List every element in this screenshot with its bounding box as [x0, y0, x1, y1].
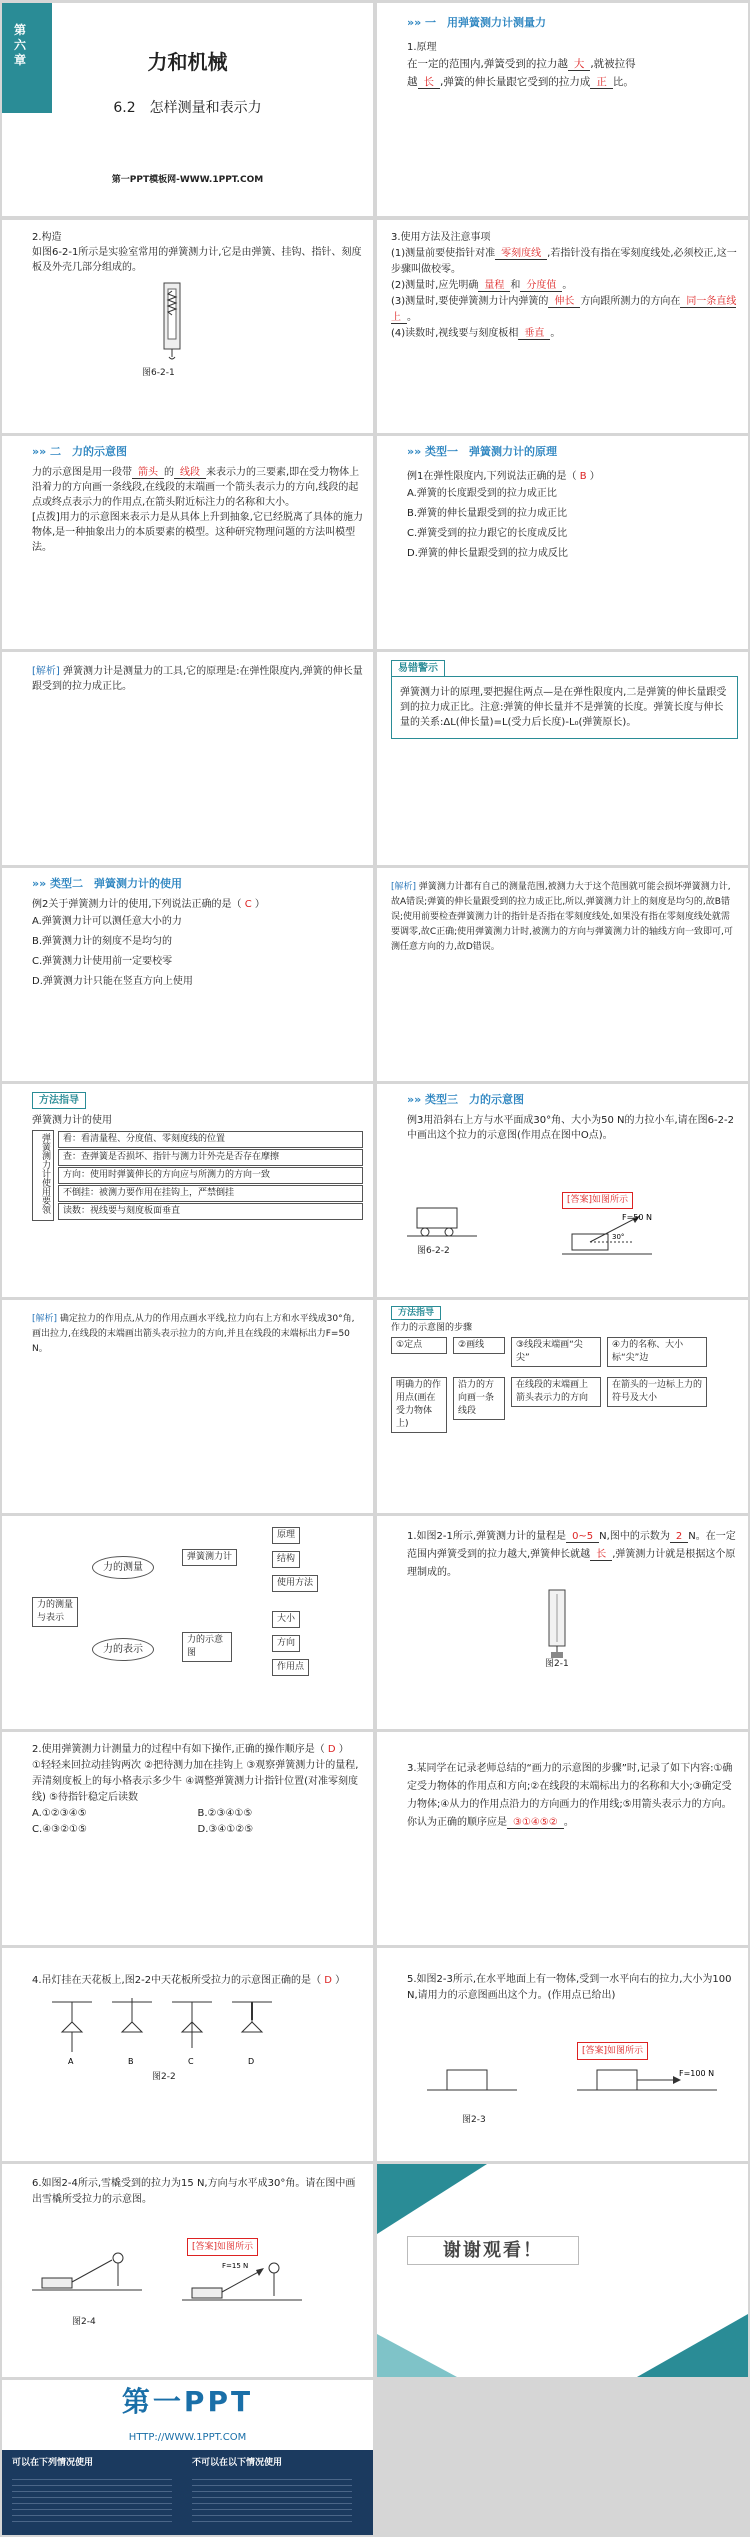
t2: ,就被拉得 — [590, 58, 636, 70]
t3: 越 — [407, 76, 418, 88]
warning-box — [391, 676, 738, 739]
question: 例1在弹性限度内,下列说法正确的是（ B ） — [407, 471, 600, 482]
u2b: 和 — [510, 280, 521, 291]
slide-usage — [377, 220, 748, 433]
u1b: ,若指针没有指在零刻度线处,必须校正,这一步骤叫做校零。 — [391, 248, 737, 275]
q-answer: C — [244, 899, 252, 910]
t5: 比。 — [612, 76, 634, 88]
link-list-1 — [12, 2474, 172, 2524]
subtitle-num: 6.2 — [113, 100, 136, 116]
cover-brand: 第一PPT模板网-WWW.1PPT.COM — [111, 175, 264, 185]
lamp-options-figure — [42, 1998, 282, 2068]
figure-caption: 图6-2-2 — [417, 1246, 450, 1256]
slide-analysis-1 — [2, 652, 373, 865]
slide-thanks — [377, 2164, 748, 2377]
row-look: 看：看清量程、分度值、零刻度线的位置 — [58, 1131, 363, 1148]
analysis-tag: [解析] — [391, 882, 417, 892]
answer-figure — [577, 2062, 727, 2102]
slide-exercise-4: 4.吊灯挂在天花板上,图2-2中天花板所受拉力的示意图正确的是（ D ） A B C D 图2-2 — [2, 1948, 373, 2161]
mm-mid-1: 弹簧测力计 — [182, 1549, 237, 1566]
answer-1: 大 — [568, 58, 591, 71]
answer-3: 正 — [590, 76, 613, 89]
slide-example-2 — [2, 868, 373, 1081]
sled-figure — [32, 2246, 142, 2306]
slide-method-2 — [377, 1300, 748, 1513]
opt-c: C.④③②①⑤ — [32, 1824, 87, 1835]
sub-heading: 3.使用方法及注意事项 — [391, 232, 491, 243]
row-direction: 方向：使用时弹簧伸长的方向应与所测力的方向一致 — [58, 1167, 363, 1184]
slide-exercise-6 — [2, 2164, 373, 2377]
opts-row-2 — [32, 1822, 363, 1838]
ans-u5: 同一条直线上 — [391, 296, 737, 323]
lamp-c — [172, 2002, 212, 2066]
opt-b: B.②③④①⑤ — [197, 1808, 253, 1819]
q-text: 例1在弹性限度内,下列说法正确的是 — [407, 471, 567, 482]
question: 例2关于弹簧测力计的使用,下列说法正确的是（ C ） — [32, 899, 265, 910]
type-heading: »» 类型三 力的示意图 — [407, 1093, 525, 1106]
step-2: ②画线 — [453, 1337, 505, 1354]
analysis-tag: [解析] — [32, 666, 60, 677]
slide-force-diagram — [2, 436, 373, 649]
q1b: N,图中的示数为 — [599, 1531, 670, 1542]
para-1 — [32, 465, 363, 510]
method-table — [32, 1130, 363, 1221]
item-1: ①轻轻来回拉动挂钩两次 — [32, 1760, 141, 1771]
ans-u6: 垂直 — [518, 328, 550, 340]
method-title: 作力的示意图的步骤 — [391, 1323, 473, 1333]
q-answer: B — [579, 471, 587, 482]
subtitle-text: 怎样测量和表示力 — [149, 100, 262, 116]
angle-label: 30° — [612, 1233, 625, 1241]
slide-analysis-2 — [377, 868, 748, 1081]
svg-text:D: D — [248, 2057, 255, 2066]
heading-text: 一 用弹簧测力计测量力 — [425, 16, 547, 29]
q-answer: ③①④⑤② — [507, 1817, 564, 1829]
u3c: 。 — [407, 312, 417, 323]
cover-title: 力和机械 — [147, 50, 228, 74]
type-heading: »» 类型一 弹簧测力计的原理 — [407, 445, 558, 458]
force-label: F=15 N — [222, 2262, 249, 2270]
t4: ,弹簧的伸长量跟它受到的拉力成 — [440, 76, 591, 88]
figure-caption: 图2-4 — [72, 2317, 96, 2327]
ans-segment: 线段 — [174, 467, 206, 479]
use-col-1: 可以在下列情况使用 — [12, 2458, 94, 2468]
mm-leaf-1: 原理 — [272, 1527, 300, 1544]
opt-a: A.①②③④⑤ — [32, 1808, 87, 1819]
analysis-body: 确定拉力的作用点,从力的作用点画水平线,拉力向右上方和水平线成30°角,画出拉力,在线段的末端画出箭头表示拉力的方向,并且在线段的末端标出力F=50 N。 — [32, 1314, 355, 1354]
opt-b: B.弹簧测力计的刻度不是均匀的 — [32, 936, 173, 947]
row-read: 读数：视线要与刻度板面垂直 — [58, 1203, 363, 1220]
mm-branch-1: 力的测量 — [92, 1556, 154, 1579]
u4a: (4)读数时,视线要与刻度板相 — [391, 328, 519, 339]
item-2: ②把待测力加在挂钩上 — [144, 1760, 244, 1771]
section-heading: »» 一 用弹簧测力计测量力 — [407, 16, 547, 29]
ans-u4: 伸长 — [548, 296, 580, 308]
u3a: (3)测量时,要使弹簧测力计内弹簧的 — [391, 296, 549, 307]
opt-b: B.弹簧的伸长量跟受到的拉力成正比 — [407, 508, 568, 519]
mm-leaf-3: 使用方法 — [272, 1575, 318, 1592]
q-text: 4.吊灯挂在天花板上,图2-2中天花板所受拉力的示意图正确的是 — [32, 1975, 312, 1986]
u2a: (2)测量时,应先明确 — [391, 280, 479, 291]
usage-2 — [391, 278, 738, 294]
svg-text:B: B — [128, 2057, 134, 2066]
t1: 在一定的范围内,弹簧受到的拉力越 — [407, 58, 568, 70]
figure-caption: 图2-2 — [152, 2072, 176, 2082]
mm-branch-2: 力的表示 — [92, 1638, 154, 1661]
spring-scale-figure — [537, 1588, 577, 1658]
opt-c: C.弹簧测力计使用前一定要校零 — [32, 956, 173, 967]
p1b: 的 — [164, 467, 174, 478]
svg-text:C: C — [188, 2057, 194, 2066]
opt-a: A.弹簧测力计可以测任意大小的力 — [32, 916, 182, 927]
answer-box: [答案]如图所示 — [577, 2042, 648, 2060]
sub-heading: 1.原理 — [407, 42, 437, 53]
step-3: ③线段末端画“尖尖” — [511, 1337, 601, 1367]
note-4: 在箭头的一边标上力的符号及大小 — [607, 1377, 707, 1407]
section-heading: »» 二 力的示意图 — [32, 445, 128, 458]
u3b: 方向跟所测力的方向在 — [580, 296, 681, 307]
slide-mindmap — [2, 1516, 373, 1729]
opt-d: D.弹簧测力计只能在竖直方向上使用 — [32, 976, 193, 987]
ans-u1: 零刻度线 — [495, 248, 547, 260]
cover-subtitle — [2, 101, 373, 116]
principle-text — [407, 55, 738, 91]
opt-d: D.③④①②⑤ — [197, 1824, 254, 1835]
row-check: 查：查弹簧是否损坏、指针与测力计外壳是否存在摩擦 — [58, 1149, 363, 1166]
lamp-d — [232, 2002, 272, 2066]
items — [32, 1758, 363, 1806]
item-5: ⑤待指针稳定后读数 — [49, 1792, 139, 1803]
row-no-invert: 不倒挂：被测力要作用在挂钩上，严禁倒挂 — [58, 1185, 363, 1202]
slide-exercise-2 — [2, 1732, 373, 1945]
slide-example-3 — [377, 1084, 748, 1297]
ans-u3: 分度值 — [520, 280, 562, 292]
mm-leaf-5: 方向 — [272, 1635, 300, 1652]
mm-mid-2: 力的示意图 — [182, 1632, 232, 1662]
slide-warning — [377, 652, 748, 865]
p1c: 来表示力的三要素,即在受力物体上沿着力的方向画一条线段,在线段的末端画一个箭头表示力的方向,线段的起点或终点表示力的作用点,在箭头附近标注力的名称和大小。 — [32, 467, 360, 508]
u2c: 。 — [562, 280, 573, 291]
warning-tag — [391, 660, 445, 676]
slide-structure — [2, 220, 373, 433]
thanks-decoration — [377, 2164, 748, 2377]
lamp-a — [52, 2002, 92, 2066]
steps-row — [391, 1336, 738, 1368]
sub-heading: 2.构造 — [32, 232, 62, 243]
q-text: 2.使用弹簧测力计测量力的过程中有如下操作,正确的操作顺序是 — [32, 1744, 315, 1755]
ans-arrow: 箭头 — [132, 467, 164, 479]
svg-text:A: A — [68, 2057, 74, 2066]
figure-caption: 图2-3 — [462, 2115, 486, 2125]
answer-2: 长 — [418, 76, 441, 89]
heading-text: 类型三 力的示意图 — [425, 1093, 525, 1106]
structure-text: 如图6-2-1所示是实验室常用的弹簧测力计,它是由弹簧、挂钩、指针、刻度板及外壳几部分组成的。 — [32, 247, 362, 273]
mm-leaf-2: 结构 — [272, 1551, 300, 1568]
slide-exercise-5 — [377, 1948, 748, 2161]
usage-4 — [391, 326, 738, 342]
mm-leaf-4: 大小 — [272, 1611, 300, 1628]
q1c: N。在一定范围内弹簧受到的拉力越大,弹簧伸长就越 — [407, 1531, 736, 1560]
answer-figure — [182, 2256, 302, 2316]
opt-a: A.弹簧的长度跟受到的拉力成正比 — [407, 488, 557, 499]
method-side: 弹簧测力计使用要领 — [32, 1130, 54, 1221]
ans-u2: 量程 — [478, 280, 510, 292]
item-3: ③观察弹簧测力计的量程,弄清刻度板上的每小格表示多少牛 — [32, 1760, 359, 1787]
force-label: F=100 N — [679, 2069, 715, 2078]
warning-heading: 易错警示 — [398, 663, 438, 674]
p1a: 力的示意图是用一段带 — [32, 467, 132, 478]
chapter-badge: 第六章 — [14, 23, 27, 67]
slide-cover — [2, 3, 373, 216]
slide-principle — [377, 3, 748, 216]
slide-exercise-1 — [377, 1516, 748, 1729]
u1a: (1)测量前要使指针对准 — [391, 248, 496, 259]
slide-example-1 — [377, 436, 748, 649]
heading-text: 二 力的示意图 — [50, 445, 128, 458]
note-2: 沿力的方向画一条线段 — [453, 1377, 505, 1420]
lamp-b — [112, 1998, 152, 2066]
u4b: 。 — [550, 328, 561, 339]
ans-range: 0~5 — [566, 1531, 599, 1543]
answer-figure — [562, 1210, 662, 1260]
warning-text: 弹簧测力计的原理,要把握住两点—是在弹性限度内,二是弹簧的伸长量跟受到的拉力成正比。注意:弹簧的伸长量并不是弹簧的长度。弹簧长度与伸长量的关系:ΔL(伸长量)=L(受力后长度)-L₀(弹簧原长)。 — [400, 687, 727, 728]
heading-text: 类型二 弹簧测力计的使用 — [50, 877, 183, 890]
brand-logo: 第一PPT — [121, 2385, 254, 2418]
step-4: ④力的名称、大小标“尖”边 — [607, 1337, 707, 1367]
question: 2.使用弹簧测力计测量力的过程中有如下操作,正确的操作顺序是（ D ） — [32, 1744, 349, 1755]
opts-row-1 — [32, 1806, 363, 1822]
para-2: [点拨]用力的示意图来表示力是从具体上升到抽象,它已经脱离了具体的施力物体,是一种抽象出力的本质要素的模型。这种研究物理问题的方法叫模型法。 — [32, 512, 363, 553]
q-text: 3.某同学在记录老师总结的“画力的示意图的步骤”时,记录了如下内容:①确定受力物体的作用点和方向;②在线段的末端标出力的名称和大小;③确定受力物体;④从力的作用点沿力的方向画力的作用线;⑤用箭头表示力的方向。你认为正确的顺序应是 — [407, 1763, 733, 1828]
analysis-body: 弹簧测力计是测量力的工具,它的原理是:在弹性限度内,弹簧的伸长量跟受到的拉力成正比。 — [32, 666, 363, 692]
type-heading: »» 类型二 弹簧测力计的使用 — [32, 877, 183, 890]
brand-url: HTTP://WWW.1PPT.COM — [128, 2432, 247, 2443]
opt-d: D.弹簧的伸长量跟受到的拉力成反比 — [407, 548, 568, 559]
analysis-text — [32, 664, 363, 694]
answer-box: [答案]如图所示 — [562, 1192, 633, 1209]
q-text: 5.如图2-3所示,在水平地面上有一物体,受到一水平向右的拉力,大小为100 N,请用力的示意图画出这个力。(作用点已给出) — [407, 1974, 732, 2001]
question: 例3用沿斜右上方与水平面成30°角、大小为50 N的力拉小车,请在图6-2-2中画出这个拉力的示意图(作用点在图中O点)。 — [407, 1115, 734, 1141]
use-col-2: 不可以在以下情况使用 — [192, 2458, 283, 2468]
note-1: 明确力的作用点(画在受力物体上) — [391, 1377, 447, 1433]
q-answer: D — [324, 1975, 332, 1986]
thanks-text: 谢谢观看！ — [407, 2236, 579, 2265]
figure-caption: 图2-1 — [545, 1659, 569, 1669]
analysis-body: 弹簧测力计都有自己的测量范围,被测力大于这个范围就可能会损坏弹簧测力计,故A错误;弹簧的伸长量跟受到的拉力成正比,所以,弹簧测力计上的刻度是均匀的,故B错误;使用前要检查弹簧测力计的指针是否指在零刻度线处,如果没有指在零刻度线处就需要调零,故C正确;使用弹簧测力计时,被测力的方向与弹簧测力计的轴线方向一致即可,可测任意方向的力,故D错误。 — [391, 882, 733, 952]
usage-1 — [391, 246, 738, 278]
analysis-tag: [解析] — [32, 1314, 58, 1324]
slide-brand — [2, 2380, 373, 2535]
usage-3 — [391, 294, 738, 326]
q-text: 例2关于弹簧测力计的使用,下列说法正确的是 — [32, 899, 232, 910]
block-figure — [427, 2062, 517, 2102]
figure-caption: 图6-2-1 — [142, 368, 175, 378]
ans-reading: 2 — [670, 1531, 688, 1543]
slide-method-1 — [2, 1084, 373, 1297]
method-tag: 方法指导 — [391, 1306, 441, 1320]
note-3: 在线段的末端画上箭头表示力的方向 — [511, 1377, 601, 1407]
answer-box: [答案]如图所示 — [187, 2238, 258, 2256]
notes-row — [391, 1376, 738, 1434]
brand-panel — [2, 2450, 373, 2535]
spring-scale-figure — [142, 281, 202, 361]
q-answer: D — [327, 1744, 336, 1755]
slide-analysis-3 — [2, 1300, 373, 1513]
heading-text: 类型一 弹簧测力计的原理 — [425, 445, 558, 458]
q1a: 1.如图2-1所示,弹簧测力计的量程是 — [407, 1531, 567, 1542]
q1d: ,弹簧测力计就是根据这个原理制成的。 — [407, 1549, 736, 1578]
slide-exercise-3: 3.某同学在记录老师总结的“画力的示意图的步骤”时,记录了如下内容:①确定受力物体的作用点和方向;②在线段的末端标出力的名称和大小;③确定受力物体;④从力的作用点沿力的方向画力的作用线;⑤用箭头表示力的方向。你认为正确的顺序应是 ③①④⑤② 。 — [377, 1732, 748, 1945]
ans-longer: 长 — [590, 1549, 612, 1561]
opt-c: C.弹簧受到的拉力跟它的长度成反比 — [407, 528, 568, 539]
cart-figure — [407, 1202, 487, 1242]
mm-leaf-6: 作用点 — [272, 1659, 309, 1676]
method-title: 弹簧测力计的使用 — [32, 1115, 112, 1126]
q-text: 6.如图2-4所示,雪橇受到的拉力为15 N,方向与水平成30°角。请在图中画出雪橇所受拉力的示意图。 — [32, 2178, 356, 2205]
method-tag: 方法指导 — [32, 1092, 86, 1109]
link-list-2 — [192, 2474, 352, 2524]
step-1: ①定点 — [391, 1337, 447, 1354]
item-4: ④调整弹簧测力计指针位置(对准零刻度线) — [32, 1776, 359, 1803]
mm-root: 力的测量与表示 — [32, 1597, 78, 1627]
force-label: F=50 N — [622, 1213, 653, 1222]
